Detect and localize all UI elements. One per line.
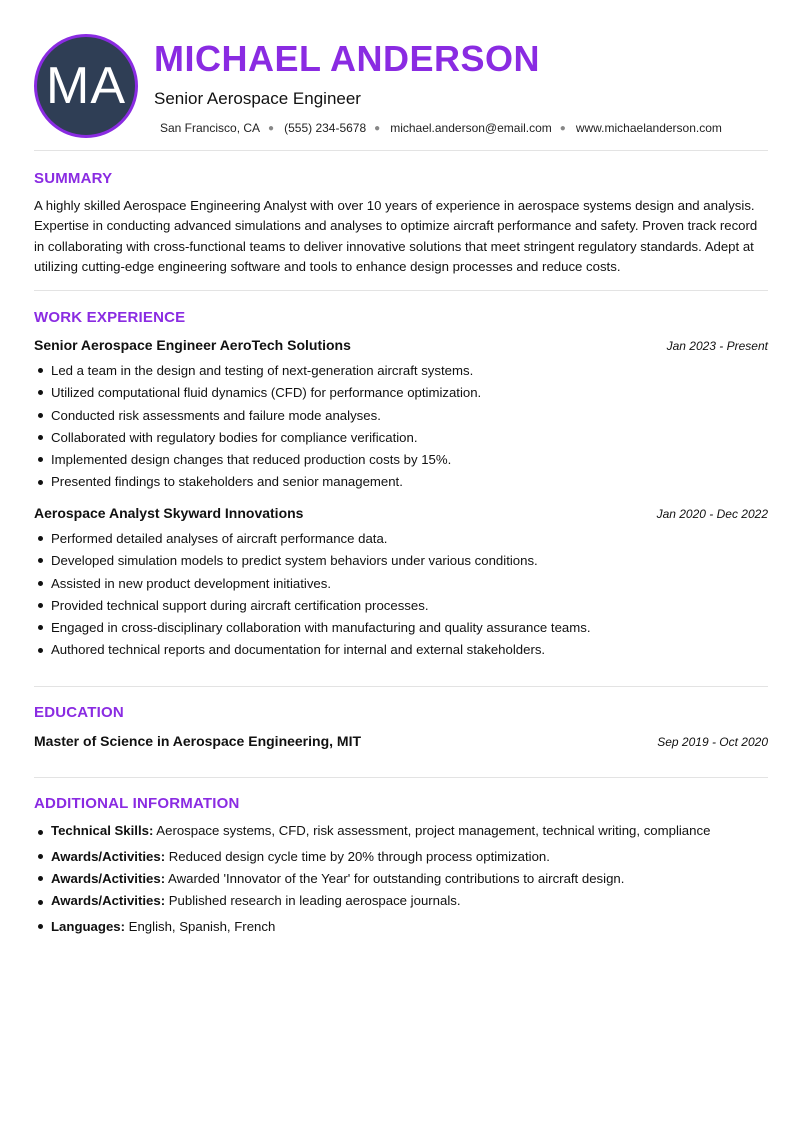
job-header bbox=[34, 505, 768, 523]
contact-email[interactable]: michael.anderson@email.com bbox=[390, 121, 552, 135]
info-text: Awarded 'Innovator of the Year' for outstanding contributions to aircraft design. bbox=[165, 871, 625, 886]
divider bbox=[34, 777, 768, 778]
education-title: EDUCATION bbox=[34, 704, 124, 721]
list-item bbox=[34, 820, 768, 846]
summary-text: A highly skilled Aerospace Engineering Analyst with over 10 years of experience in aerospace systems design and analysis. Expertise in conducting advanced simulations and analyses to optimize aircraft performance and safety. Proven track record in collaborating with cross-functional teams to deliver innovative solutions that meet stringent regulatory standards. Adept at utilizing cutting-edge engineering software and tools to enhance design processes and reduce costs. bbox=[34, 198, 758, 274]
job-header bbox=[34, 337, 768, 355]
list-item bbox=[34, 868, 768, 890]
summary-title: SUMMARY bbox=[34, 170, 113, 187]
candidate-name: MICHAEL ANDERSON bbox=[154, 38, 541, 79]
info-label: Languages: bbox=[51, 919, 126, 934]
bullet-separator-icon: ● bbox=[559, 122, 566, 134]
info-label: Awards/Activities: bbox=[51, 871, 166, 886]
divider bbox=[34, 150, 768, 151]
candidate-role: Senior Aerospace Engineer bbox=[154, 89, 361, 108]
list-item: Developed simulation models to predict system behaviors under various conditions. bbox=[34, 550, 768, 572]
list-item: Performed detailed analyses of aircraft performance data. bbox=[34, 528, 768, 550]
info-text: English, Spanish, French bbox=[125, 919, 276, 934]
bullet-separator-icon: ● bbox=[268, 122, 275, 134]
list-item bbox=[34, 890, 768, 916]
education-entry bbox=[34, 733, 768, 751]
avatar bbox=[34, 34, 138, 138]
info-label: Awards/Activities: bbox=[51, 849, 166, 864]
list-item: Provided technical support during aircraft certification processes. bbox=[34, 595, 768, 617]
contact-location: San Francisco, CA bbox=[160, 121, 261, 135]
info-label: Awards/Activities: bbox=[51, 893, 166, 908]
job-date: Jan 2023 - Present bbox=[666, 339, 768, 353]
list-item: Collaborated with regulatory bodies for compliance verification. bbox=[34, 427, 768, 449]
divider bbox=[34, 290, 768, 291]
job-bullet-list bbox=[34, 528, 768, 662]
list-item: Led a team in the design and testing of next-generation aircraft systems. bbox=[34, 360, 768, 382]
list-item: Presented findings to stakeholders and senior management. bbox=[34, 471, 768, 493]
work-experience-title: WORK EXPERIENCE bbox=[34, 309, 186, 326]
list-item: Conducted risk assessments and failure mode analyses. bbox=[34, 405, 768, 427]
job-bullet-list bbox=[34, 360, 768, 494]
job-heading: Senior Aerospace Engineer AeroTech Solutions bbox=[34, 337, 351, 353]
list-item bbox=[34, 916, 768, 938]
info-text: Published research in leading aerospace journals. bbox=[165, 893, 461, 908]
resume-header bbox=[34, 34, 768, 138]
contact-line bbox=[160, 121, 722, 135]
list-item bbox=[34, 846, 768, 868]
degree-name: Master of Science in Aerospace Engineering, MIT bbox=[34, 733, 362, 749]
avatar-initials: MA bbox=[46, 57, 126, 115]
job-date: Jan 2020 - Dec 2022 bbox=[656, 507, 768, 521]
info-text: Aerospace systems, CFD, risk assessment, project management, technical writing, compliance bbox=[153, 823, 711, 838]
list-item: Implemented design changes that reduced production costs by 15%. bbox=[34, 449, 768, 471]
info-label: Technical Skills: bbox=[51, 823, 154, 838]
contact-phone: (555) 234-5678 bbox=[284, 121, 367, 135]
list-item: Authored technical reports and documentation for internal and external stakeholders. bbox=[34, 639, 768, 661]
job-heading: Aerospace Analyst Skyward Innovations bbox=[34, 505, 304, 521]
info-text: Reduced design cycle time by 20% through process optimization. bbox=[165, 849, 550, 864]
additional-info-title: ADDITIONAL INFORMATION bbox=[34, 795, 240, 812]
list-item: Engaged in cross-disciplinary collaboration with manufacturing and quality assurance teams. bbox=[34, 617, 768, 639]
contact-website[interactable]: www.michaelanderson.com bbox=[575, 121, 722, 135]
list-item: Utilized computational fluid dynamics (CFD) for performance optimization. bbox=[34, 382, 768, 404]
divider bbox=[34, 686, 768, 687]
bullet-separator-icon: ● bbox=[374, 122, 381, 134]
list-item: Assisted in new product development initiatives. bbox=[34, 573, 768, 595]
education-date: Sep 2019 - Oct 2020 bbox=[657, 735, 768, 749]
additional-info-list bbox=[34, 820, 768, 938]
